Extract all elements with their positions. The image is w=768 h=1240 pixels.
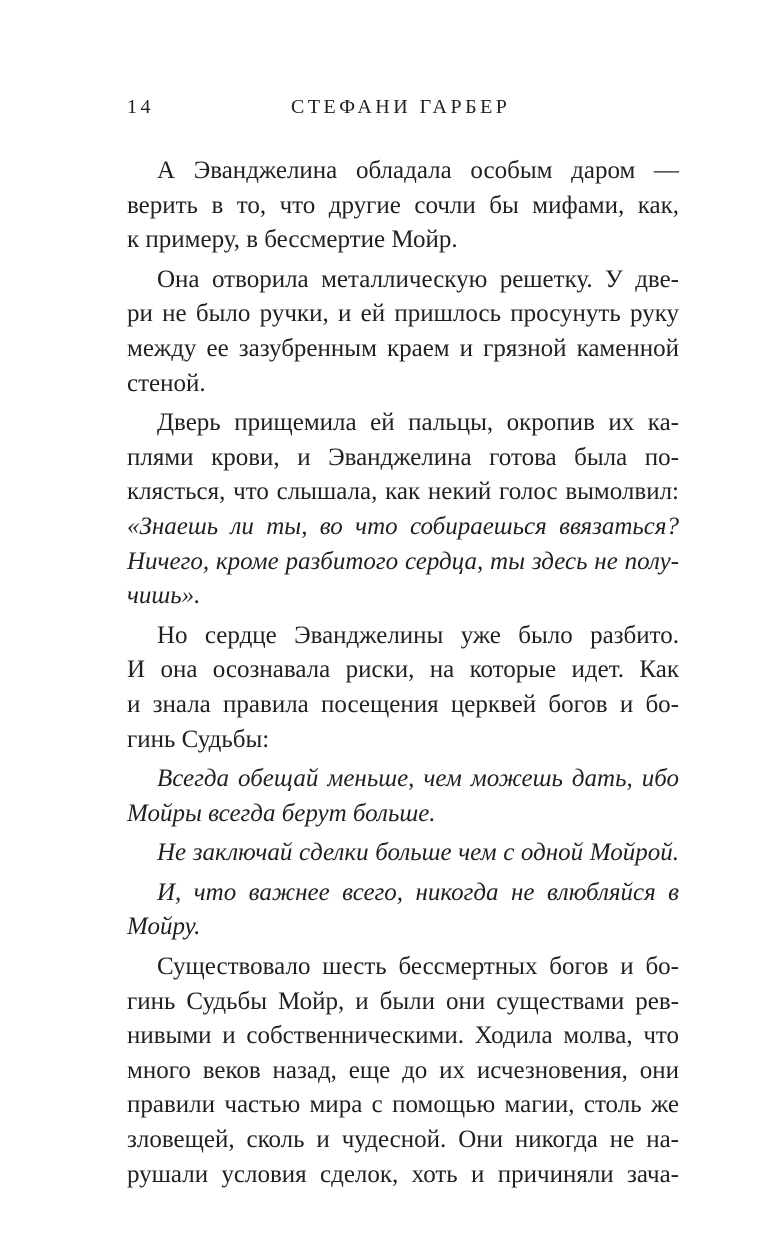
text-line: Но сердце Эванджелины уже было разбито. <box>157 621 679 649</box>
text-line: Не заключай сделки больше чем с одной Мойрой. <box>157 839 679 867</box>
text-line: гинь Судьбы Мойр, и были они существами рев- <box>127 987 679 1015</box>
text-line: И, что важнее всего, никогда не влюбляйся в <box>157 878 679 906</box>
text-line: Мойру. <box>127 913 201 941</box>
text-line: и знала правила посещения церквей богов и бо- <box>127 690 679 718</box>
body-text <box>127 154 679 1192</box>
text-line: ри не было ручки, и ей пришлось просунуть руку <box>127 300 679 328</box>
text-line: верить в то, что другие сочли бы мифами, как, <box>127 191 679 219</box>
text-line: между ее зазубренным краем и грязной каменной <box>127 334 679 362</box>
text-line: гинь Судьбы: <box>127 725 270 753</box>
text-line: рушали условия сделок, хоть и причиняли зача- <box>127 1160 679 1188</box>
text-line: плями крови, и Эванджелина готова была по- <box>127 443 679 471</box>
text-line: «Знаешь ли ты, во что собираешься ввязаться? <box>127 512 679 540</box>
text-line: И она осознавала риски, на которые идет. Как <box>127 656 679 684</box>
running-head <box>127 96 679 126</box>
page-number: 14 <box>127 96 154 118</box>
text-line: к примеру, в бессмертие Мойр. <box>127 226 458 254</box>
text-line: Всегда обещай меньше, чем можешь дать, ибо <box>157 765 679 793</box>
text-line: правили частью мира с помощью магии, столь же <box>127 1091 679 1119</box>
text-line: зловещей, сколь и чудесной. Они никогда не на- <box>127 1126 679 1154</box>
text-line: чишь». <box>127 582 201 610</box>
text-line: А Эванджелина обладала особым даром — <box>157 157 679 184</box>
text-line: клясться, что слышала, как некий голос вымолвил: <box>127 478 679 506</box>
text-line: стеной. <box>127 369 206 397</box>
text-line: Ничего, кроме разбитого сердца, ты здесь не полу- <box>127 547 679 575</box>
book-author: СТЕФАНИ ГАРБЕР <box>291 96 511 118</box>
text-line: Мойры всегда берут больше. <box>127 799 436 827</box>
text-line: Существовало шесть бессмертных богов и бо- <box>157 953 679 981</box>
text-line: Она отворила металлическую решетку. У две- <box>157 265 679 293</box>
text-line: много веков назад, еще до их исчезновения, они <box>127 1056 679 1084</box>
text-line: Дверь прищемила ей пальцы, окропив их ка- <box>157 409 679 437</box>
text-line: нивыми и собственническими. Ходила молва, что <box>127 1022 679 1050</box>
